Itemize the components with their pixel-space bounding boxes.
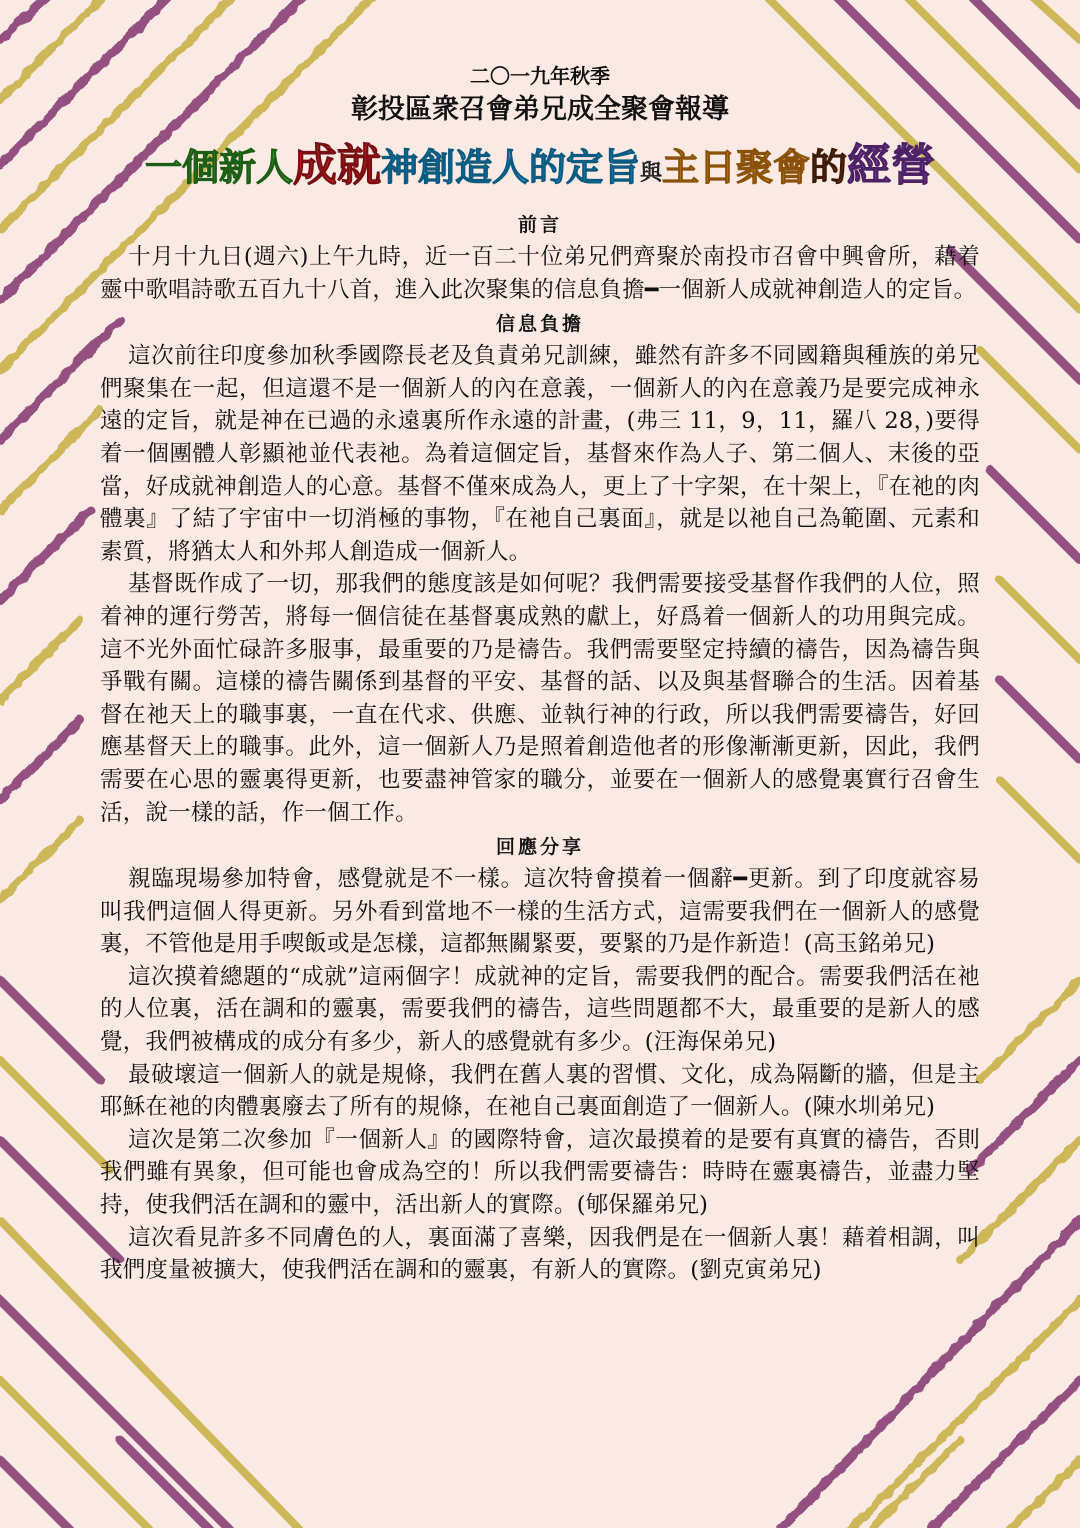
- topic-banner: [100, 136, 980, 205]
- section-heading-preface: 前言: [517, 214, 562, 236]
- report-title: 彰投區衆召會弟兄成全聚會報導: [351, 94, 729, 125]
- sharing-paragraph: 這次看見許多不同膚色的人，裏面滿了喜樂，因我們是在一個新人裏！藉着相調，叫我們度量被擴大，使我們活在調和的靈裏，有新人的實際。(劉克寅弟兄): [100, 1224, 980, 1284]
- message-paragraph: 這次前往印度參加秋季國際長老及負責弟兄訓練，雖然有許多不同國籍與種族的弟兄們聚集在一起，但這還不是一個新人的內在意義，一個新人的內在意義乃是要完成神永遠的定旨，就是神在已過的永遠裏所作永遠的計畫，(弗三 11，9，11，羅八 28，)要得着一個團體人彰顯祂並代表祂。為着這個定旨，基督來作為人子、第二個人、末後的亞當，好成就神創造人的心意。基督不僅來成為人，更上了十字架，在十架上，『在祂的肉體裏』了結了宇宙中一切消極的事物，『在祂自己裏面』，就是以祂自己為範圍、元素和素質，將猶太人和外邦人創造成一個新人。: [100, 343, 980, 565]
- topic-part-of: 的: [810, 146, 847, 189]
- report-document: [100, 62, 980, 1291]
- section-heading-sharing: 回應分享: [495, 836, 584, 859]
- section-preface: [100, 211, 980, 306]
- topic-part-and: 與: [639, 161, 662, 186]
- topic-part-management: 經營: [847, 140, 935, 191]
- topic-part-gods-purpose: 神創造人的定旨: [380, 146, 640, 189]
- topic-part-one-new-man: 一個新人: [144, 146, 293, 189]
- preface-paragraph: 十月十九日(週六)上午九時，近一百二十位弟兄們齊聚於南投市召會中興會所，藉着靈中歌唱詩歌五百九十八首，進入此次聚集的信息負擔━一個新人成就神創造人的定旨。: [100, 244, 980, 303]
- sharing-paragraph: 最破壞這一個新人的就是規條，我們在舊人裏的習慣、文化，成為隔斷的牆，但是主耶穌在祂的肉體裏廢去了所有的規條，在祂自己裏面創造了一個新人。(陳水圳弟兄): [100, 1061, 980, 1121]
- season-label: 二〇一九年秋季: [470, 64, 610, 88]
- topic-part-lords-day-meeting: 主日聚會: [662, 146, 810, 189]
- topic-part-fulfill: 成就: [292, 140, 381, 191]
- section-sharing: [100, 833, 980, 1287]
- message-paragraph: 基督既作成了一切，那我們的態度該是如何呢？我們需要接受基督作我們的人位，照着神的運行勞苦，將每一個信徒在基督裏成熟的獻上，好爲着一個新人的功用與完成。這不光外面忙碌許多服事，最重要的乃是禱告。我們需要堅定持續的禱告，因為禱告與爭戰有關。這樣的禱告關係到基督的平安、基督的話、以及與基督聯合的生活。因着基督在祂天上的職事裏，一直在代求、供應、並執行神的行政，所以我們需要禱告，好回應基督天上的職事。此外，這一個新人乃是照着創造他者的形像漸漸更新，因此，我們需要在心思的靈裏得更新，也要盡神管家的職分，並要在一個新人的感覺裏實行召會生活，說一樣的話，作一個工作。: [100, 571, 980, 826]
- section-message: [100, 310, 980, 829]
- sharing-paragraph: 這次摸着總題的“成就”這兩個字！成就神的定旨，需要我們的配合。需要我們活在祂的人位裏，活在調和的靈裏，需要我們的禱告，這些問題都不大，最重要的是新人的感覺，我們被構成的成分有多少，新人的感覺就有多少。(汪海保弟兄): [100, 963, 980, 1056]
- sharing-paragraph: 親臨現場參加特會，感覺就是不一樣。這次特會摸着一個辭━更新。到了印度就容易叫我們這個人得更新。另外看到當地不一樣的生活方式，這需要我們在一個新人的感覺裏，不管他是用手喫飯或是怎樣，這都無關緊要，要緊的乃是作新造！(高玉銘弟兄): [100, 866, 980, 958]
- section-heading-message: 信息負擔: [495, 313, 584, 336]
- sharing-paragraph: 這次是第二次參加『一個新人』的國際特會，這次最摸着的是要有真實的禱告，否則我們雖有異象，但可能也會成為空的！所以我們需要禱告：時時在靈裏禱告，並盡力堅持，使我們活在調和的靈中，活出新人的實際。(郇保羅弟兄): [100, 1126, 980, 1219]
